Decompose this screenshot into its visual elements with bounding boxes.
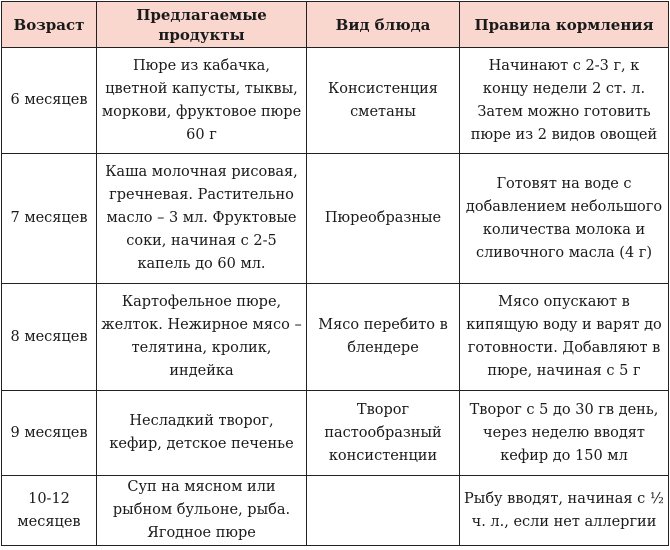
table-header: [2, 2, 669, 48]
cell-rules: Готовят на воде с добавлением небольшого количества молока и сливочного масла (4 г): [460, 154, 669, 284]
cell-products: Суп на мясном или рыбном бульоне, рыба. Ягодное пюре: [97, 476, 307, 546]
table-body: [2, 48, 669, 546]
cell-dish: Мясо перебито в блендере: [307, 284, 460, 391]
cell-dish: Консистенция сметаны: [307, 48, 460, 154]
cell-dish: Пюреобразные: [307, 154, 460, 284]
table-row: [2, 154, 669, 284]
header-dish: Вид блюда: [307, 2, 460, 48]
header-products: Предлагаемые продукты: [97, 2, 307, 48]
table-row: [2, 391, 669, 476]
feeding-schedule-table: [1, 1, 669, 546]
header-row: [2, 2, 669, 48]
cell-age: 7 месяцев: [2, 154, 97, 284]
cell-age: 9 месяцев: [2, 391, 97, 476]
cell-rules: Творог с 5 до 30 гв день, через неделю вводят кефир до 150 мл: [460, 391, 669, 476]
cell-rules: Мясо опускают в кипящую воду и варят до готовности. Добавляют в пюре, начиная с 5 г: [460, 284, 669, 391]
cell-products: Каша молочная рисовая, гречневая. Растительно масло – 3 мл. Фруктовые соки, начиная с 2-5 капель до 60 мл.: [97, 154, 307, 284]
header-age: Возраст: [2, 2, 97, 48]
cell-products: Пюре из кабачка, цветной капусты, тыквы, моркови, фруктовое пюре 60 г: [97, 48, 307, 154]
cell-dish: [307, 476, 460, 546]
cell-dish: Творог пастообразный консистенции: [307, 391, 460, 476]
header-rules: Правила кормления: [460, 2, 669, 48]
cell-products: Несладкий творог, кефир, детское печенье: [97, 391, 307, 476]
table-row: [2, 48, 669, 154]
cell-age: 6 месяцев: [2, 48, 97, 154]
cell-rules: Начинают с 2-3 г, к концу недели 2 ст. л. Затем можно готовить пюре из 2 видов овощей: [460, 48, 669, 154]
cell-age: 10-12 месяцев: [2, 476, 97, 546]
cell-products: Картофельное пюре, желток. Нежирное мясо – телятина, кролик, индейка: [97, 284, 307, 391]
table-row: [2, 284, 669, 391]
table-row: [2, 476, 669, 546]
cell-rules: Рыбу вводят, начиная с ½ ч. л., если нет аллергии: [460, 476, 669, 546]
cell-age: 8 месяцев: [2, 284, 97, 391]
